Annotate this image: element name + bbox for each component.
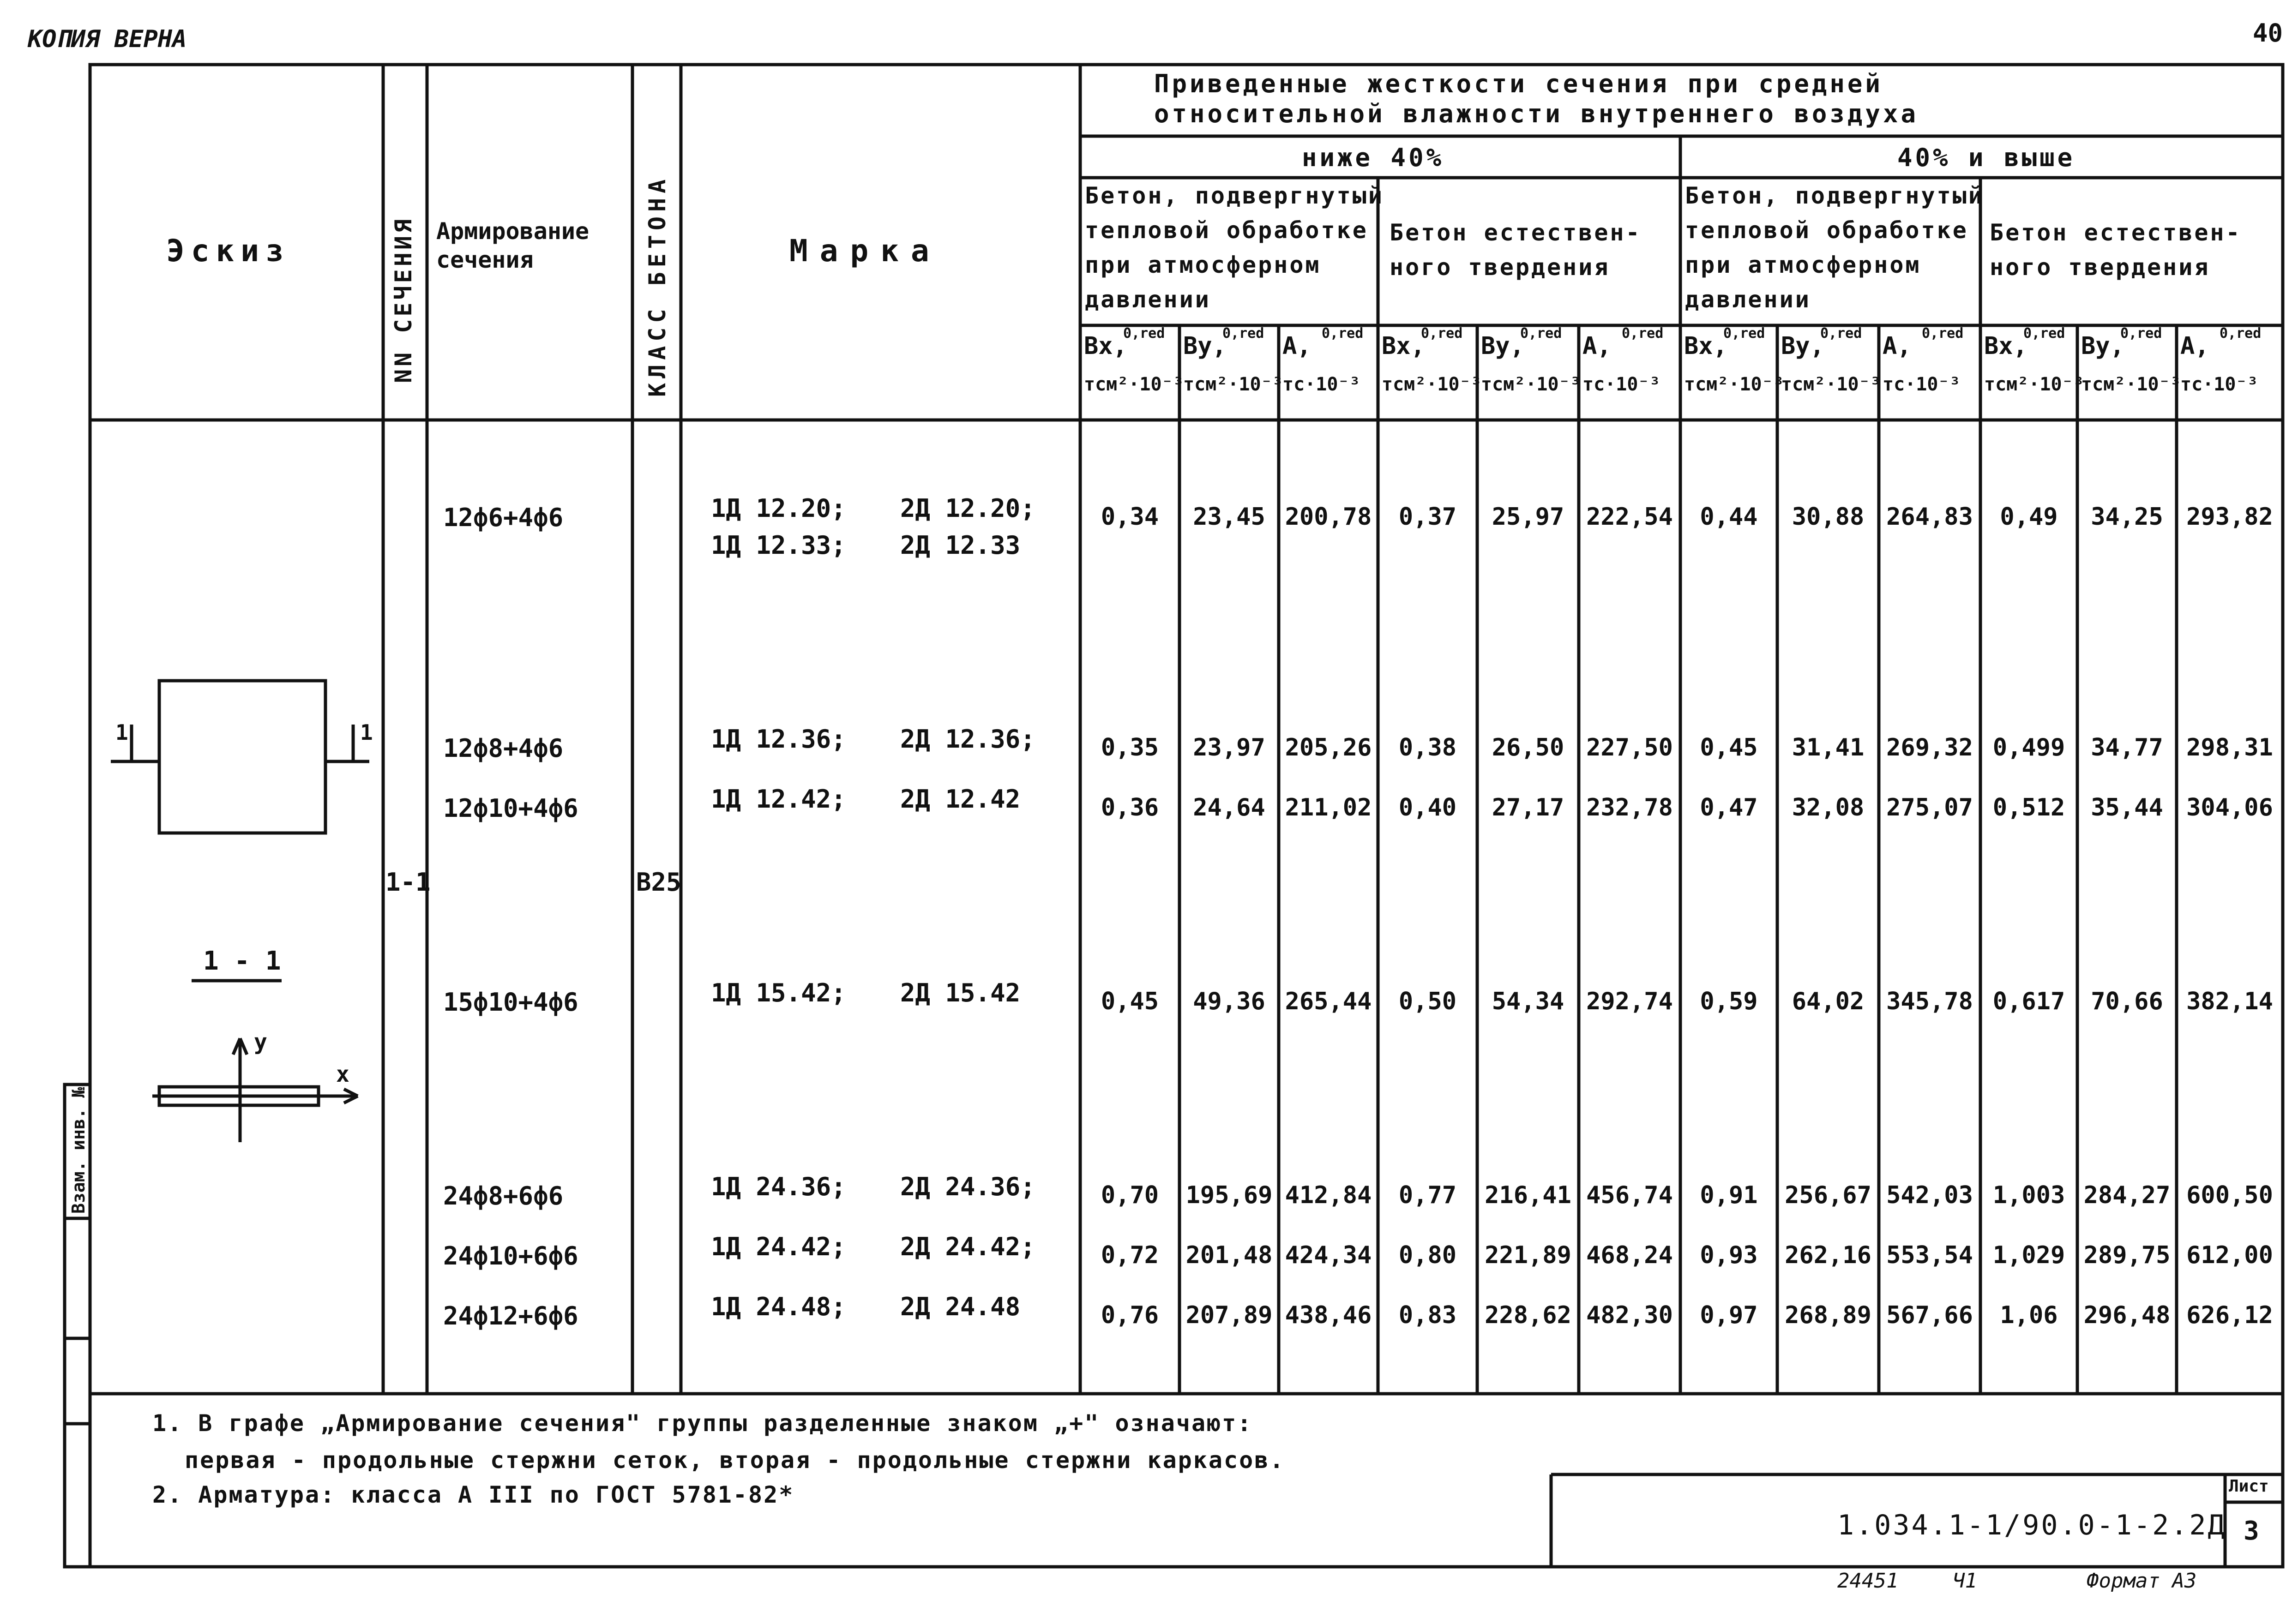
unit-label: тсм²·10⁻³ (1984, 374, 2084, 395)
value-cell: 0,47 (1700, 794, 1758, 821)
unit-symbol: By, (1781, 332, 1824, 360)
value-cell: 0,38 (1398, 734, 1457, 761)
value-cell: 0,499 (1992, 734, 2065, 761)
value-cell: 34,25 (2091, 503, 2163, 531)
value-cell: 268,89 (1785, 1301, 1871, 1329)
value-cell: 304,06 (2186, 794, 2273, 821)
stiffness-title-1: Приведенные жесткости сечения при средней (1154, 69, 1883, 98)
reinforcement-cell: 24ф12+6ф6 (443, 1301, 578, 1330)
value-cell: 232,78 (1586, 794, 1673, 821)
mark-cell: 1Д 12.33; (711, 531, 846, 560)
value-cell: 54,34 (1492, 988, 1564, 1015)
value-cell: 24,64 (1193, 794, 1265, 821)
value-cell: 64,02 (1792, 988, 1865, 1015)
value-cell: 626,12 (2186, 1301, 2273, 1329)
unit-label: тсм²·10⁻³ (1781, 374, 1881, 395)
value-cell: 264,83 (1886, 503, 1973, 531)
value-cell: 0,45 (1101, 988, 1159, 1015)
value-cell: 424,34 (1285, 1241, 1372, 1269)
value-cell: 0,70 (1101, 1181, 1159, 1209)
axis-y-label: y (254, 1029, 267, 1055)
value-cell: 200,78 (1285, 503, 1372, 531)
value-cell: 0,59 (1700, 988, 1758, 1015)
value-cell: 0,80 (1398, 1241, 1457, 1269)
mark-cell: 1Д 24.48; (711, 1292, 846, 1321)
value-cell: 0,83 (1398, 1301, 1457, 1329)
unit-symbol: By, (1481, 332, 1524, 360)
above-40-header: 40% и выше (1897, 143, 2075, 172)
value-cell: 612,00 (2186, 1241, 2273, 1269)
value-cell: 221,89 (1485, 1241, 1571, 1269)
reinforcement-cell: 12ф8+4ф6 (443, 734, 564, 763)
mark-cell: 1Д 12.20; (711, 494, 846, 523)
value-cell: 34,77 (2091, 734, 2163, 761)
value-cell: 23,45 (1193, 503, 1265, 531)
mark-cell: 1Д 12.36; (711, 725, 846, 754)
concrete-class: B25 (636, 868, 681, 897)
cut-mark-right: 1 (360, 720, 373, 745)
value-cell: 205,26 (1285, 734, 1372, 761)
value-cell: 1,029 (1992, 1241, 2065, 1269)
value-cell: 201,48 (1185, 1241, 1273, 1269)
unit-superscript: 0,red (1123, 325, 1165, 342)
reinforcement-cell: 12ф6+4ф6 (443, 503, 564, 532)
value-cell: 32,08 (1792, 794, 1865, 821)
value-cell: 0,77 (1398, 1181, 1457, 1209)
value-cell: 0,37 (1398, 503, 1457, 531)
cut-mark-left: 1 (115, 720, 128, 745)
value-cell: 31,41 (1792, 734, 1865, 761)
value-cell: 298,31 (2186, 734, 2273, 761)
value-cell: 27,17 (1492, 794, 1564, 821)
value-cell: 211,02 (1285, 794, 1372, 821)
value-cell: 228,62 (1485, 1301, 1571, 1329)
unit-superscript: 0,red (2120, 325, 2162, 342)
value-cell: 0,49 (2000, 503, 2058, 531)
value-cell: 25,97 (1492, 503, 1564, 531)
unit-superscript: 0,red (1723, 325, 1765, 342)
mark-cell: 2Д 12.20; (900, 494, 1035, 523)
sketch-header: Эскиз (166, 233, 290, 269)
value-cell: 262,16 (1785, 1241, 1871, 1269)
value-cell: 227,50 (1586, 734, 1673, 761)
value-cell: 49,36 (1193, 988, 1265, 1015)
mark-cell: 2Д 15.42 (900, 978, 1021, 1007)
value-cell: 207,89 (1185, 1301, 1273, 1329)
mark-cell: 1Д 24.36; (711, 1172, 846, 1201)
value-cell: 1,003 (1992, 1181, 2065, 1209)
unit-label: тс·10⁻³ (2180, 374, 2258, 395)
note-1: 1. В графе „Армирование сечения" группы разделенные знаком „+" означают: (152, 1410, 1253, 1437)
value-cell: 293,82 (2186, 503, 2273, 531)
value-cell: 0,91 (1700, 1181, 1758, 1209)
value-cell: 542,03 (1886, 1181, 1973, 1209)
mark-header: Марка (789, 233, 941, 269)
unit-symbol: A, (1883, 332, 1912, 360)
mark-cell: 2Д 24.36; (900, 1172, 1035, 1201)
unit-symbol: A, (2180, 332, 2209, 360)
mark-cell: 2Д 24.48 (900, 1292, 1021, 1321)
copy-stamp: КОПИЯ ВЕРНА (28, 25, 187, 53)
value-cell: 265,44 (1285, 988, 1372, 1015)
unit-label: тс·10⁻³ (1582, 374, 1660, 395)
value-cell: 0,35 (1101, 734, 1159, 761)
mark-cell: 2Д 12.42 (900, 785, 1021, 814)
value-cell: 289,75 (2083, 1241, 2171, 1269)
mark-cell: 2Д 12.36; (900, 725, 1035, 754)
page-number: 40 (2253, 18, 2283, 48)
unit-superscript: 0,red (1222, 325, 1264, 342)
section-no-header: NN СЕЧЕНИЯ (390, 216, 417, 383)
value-cell: 0,34 (1101, 503, 1159, 531)
stiffness-title-2: относительной влажности внутреннего воздуха (1154, 99, 1919, 128)
unit-symbol: A, (1582, 332, 1612, 360)
value-cell: 0,512 (1992, 794, 2065, 821)
mark-cell: 1Д 15.42; (711, 978, 846, 1007)
value-cell: 382,14 (2186, 988, 2273, 1015)
value-cell: 275,07 (1886, 794, 1973, 821)
unit-superscript: 0,red (1622, 325, 1664, 342)
footer-mark: Ч1 (1953, 1569, 1977, 1593)
document-code: 1.034.1-1/90.0-1-2.2Д (1837, 1509, 2226, 1541)
reinforcement-cell: 24ф8+6ф6 (443, 1181, 564, 1211)
value-cell: 456,74 (1586, 1181, 1673, 1209)
reinforcement-cell: 12ф10+4ф6 (443, 794, 578, 823)
value-cell: 70,66 (2091, 988, 2163, 1015)
concrete-class-header: КЛАСС БЕТОНА (644, 174, 671, 397)
unit-superscript: 0,red (1820, 325, 1862, 342)
unit-superscript: 0,red (2023, 325, 2065, 342)
unit-superscript: 0,red (1322, 325, 1364, 342)
value-cell: 35,44 (2091, 794, 2163, 821)
value-cell: 0,97 (1700, 1301, 1758, 1329)
value-cell: 0,93 (1700, 1241, 1758, 1269)
mark-cell: 2Д 24.42; (900, 1232, 1035, 1261)
value-cell: 482,30 (1586, 1301, 1673, 1329)
value-cell: 0,50 (1398, 988, 1457, 1015)
below-40-header: ниже 40% (1302, 143, 1444, 172)
value-cell: 0,45 (1700, 734, 1758, 761)
value-cell: 292,74 (1586, 988, 1673, 1015)
value-cell: 269,32 (1886, 734, 1973, 761)
sheet-label: Лист (2229, 1477, 2269, 1496)
value-cell: 26,50 (1492, 734, 1564, 761)
reinforcement-cell: 24ф10+6ф6 (443, 1241, 578, 1270)
sheet-number: 3 (2244, 1516, 2259, 1546)
sidebar-label: Взам. инв. № (68, 1087, 89, 1214)
value-cell: 222,54 (1586, 503, 1673, 531)
format-label: Формат А3 (2087, 1569, 2197, 1593)
unit-label: тсм²·10⁻³ (2081, 374, 2181, 395)
value-cell: 0,72 (1101, 1241, 1159, 1269)
unit-symbol: By, (1183, 332, 1227, 360)
value-cell: 296,48 (2083, 1301, 2171, 1329)
mark-cell: 2Д 12.33 (900, 531, 1021, 560)
unit-label: тс·10⁻³ (1282, 374, 1360, 395)
value-cell: 345,78 (1886, 988, 1973, 1015)
unit-superscript: 0,red (1922, 325, 1964, 342)
value-cell: 195,69 (1185, 1181, 1273, 1209)
unit-label: тс·10⁻³ (1883, 374, 1961, 395)
unit-label: тсм²·10⁻³ (1183, 374, 1283, 395)
unit-symbol: A, (1282, 332, 1311, 360)
value-cell: 0,40 (1398, 794, 1457, 821)
value-cell: 216,41 (1485, 1181, 1571, 1209)
value-cell: 468,24 (1586, 1241, 1673, 1269)
unit-symbol: Bx, (1382, 332, 1425, 360)
unit-symbol: Bx, (1084, 332, 1127, 360)
value-cell: 412,84 (1285, 1181, 1372, 1209)
value-cell: 30,88 (1792, 503, 1865, 531)
unit-symbol: Bx, (1984, 332, 2027, 360)
value-cell: 1,06 (2000, 1301, 2058, 1329)
section-label: 1 - 1 (203, 946, 281, 976)
section-number: 1-1 (385, 868, 431, 897)
value-cell: 600,50 (2186, 1181, 2273, 1209)
value-cell: 0,36 (1101, 794, 1159, 821)
unit-label: тсм²·10⁻³ (1684, 374, 1784, 395)
value-cell: 438,46 (1285, 1301, 1372, 1329)
unit-superscript: 0,red (1421, 325, 1463, 342)
mark-cell: 1Д 24.42; (711, 1232, 846, 1261)
value-cell: 0,617 (1992, 988, 2065, 1015)
value-cell: 284,27 (2083, 1181, 2171, 1209)
unit-label: тсм²·10⁻³ (1481, 374, 1581, 395)
unit-superscript: 0,red (1520, 325, 1562, 342)
section-sketch (111, 681, 369, 1142)
value-cell: 553,54 (1886, 1241, 1973, 1269)
unit-label: тсм²·10⁻³ (1084, 374, 1184, 395)
value-cell: 256,67 (1785, 1181, 1871, 1209)
unit-symbol: Bx, (1684, 332, 1727, 360)
reinforcement-cell: 15ф10+4ф6 (443, 988, 578, 1017)
inventory-number: 24451 (1837, 1569, 1899, 1593)
reinforcement-header: Армирование сечения (436, 218, 590, 273)
unit-label: тсм²·10⁻³ (1382, 374, 1482, 395)
unit-symbol: By, (2081, 332, 2124, 360)
value-cell: 567,66 (1886, 1301, 1973, 1329)
unit-superscript: 0,red (2220, 325, 2262, 342)
value-cell: 0,76 (1101, 1301, 1159, 1329)
note-1-cont: первая - продольные стержни сеток, вторая - продольные стержни каркасов. (185, 1447, 1285, 1474)
note-2: 2. Арматура: класса А III по ГОСТ 5781-82* (152, 1481, 794, 1508)
axis-x-label: x (336, 1061, 349, 1087)
mark-cell: 1Д 12.42; (711, 785, 846, 814)
value-cell: 0,44 (1700, 503, 1758, 531)
value-cell: 23,97 (1193, 734, 1265, 761)
